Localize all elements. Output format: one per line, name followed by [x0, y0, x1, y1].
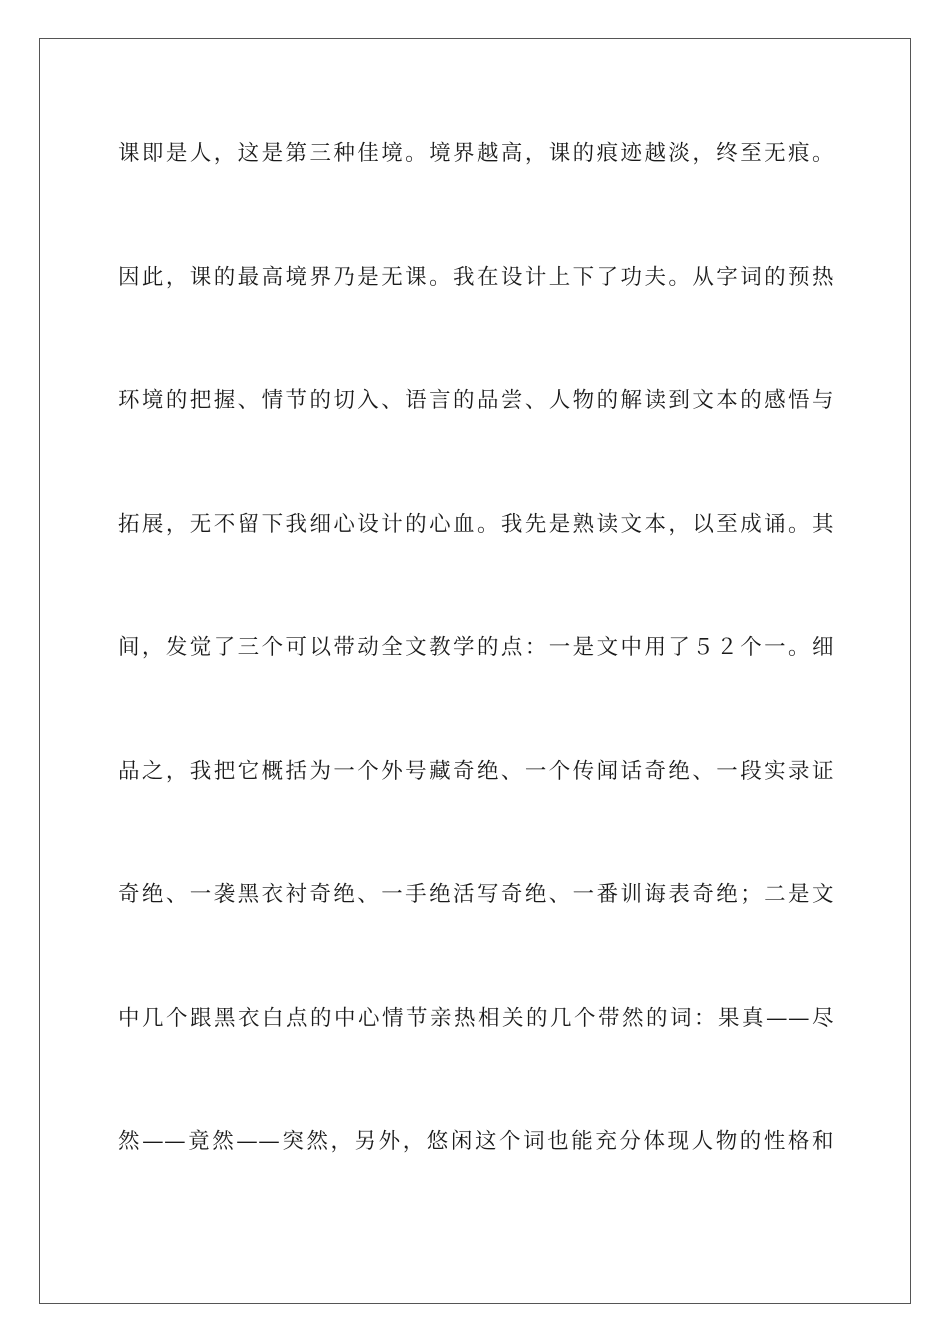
text-line: 然——竟然——突然，另外，悠闲这个词也能充分体现人物的性格和: [118, 1129, 834, 1154]
text-line: 中几个跟黑衣白点的中心情节亲热相关的几个带然的词：果真——尽: [118, 1005, 834, 1031]
text-line: 品之，我把它概括为一个外号藏奇绝、一个传闻话奇绝、一段实录证: [118, 758, 834, 784]
text-line: 环境的把握、情节的切入、语言的品尝、人物的解读到文本的感悟与: [118, 388, 834, 413]
text-line: 间，发觉了三个可以带动全文教学的点：一是文中用了５２个一。细: [118, 635, 834, 660]
text-line: 拓展，无不留下我细心设计的心血。我先是熟读文本，以至成诵。其: [118, 511, 834, 537]
text-line: 奇绝、一袭黑衣衬奇绝、一手绝活写奇绝、一番训诲表奇绝；二是文: [118, 882, 834, 907]
document-body: [118, 136, 834, 1248]
text-line: 因此，课的最高境界乃是无课。我在设计上下了功夫。从字词的预热: [118, 264, 834, 290]
text-line: 课即是人，这是第三种佳境。境界越高，课的痕迹越淡，终至无痕。: [118, 141, 834, 166]
